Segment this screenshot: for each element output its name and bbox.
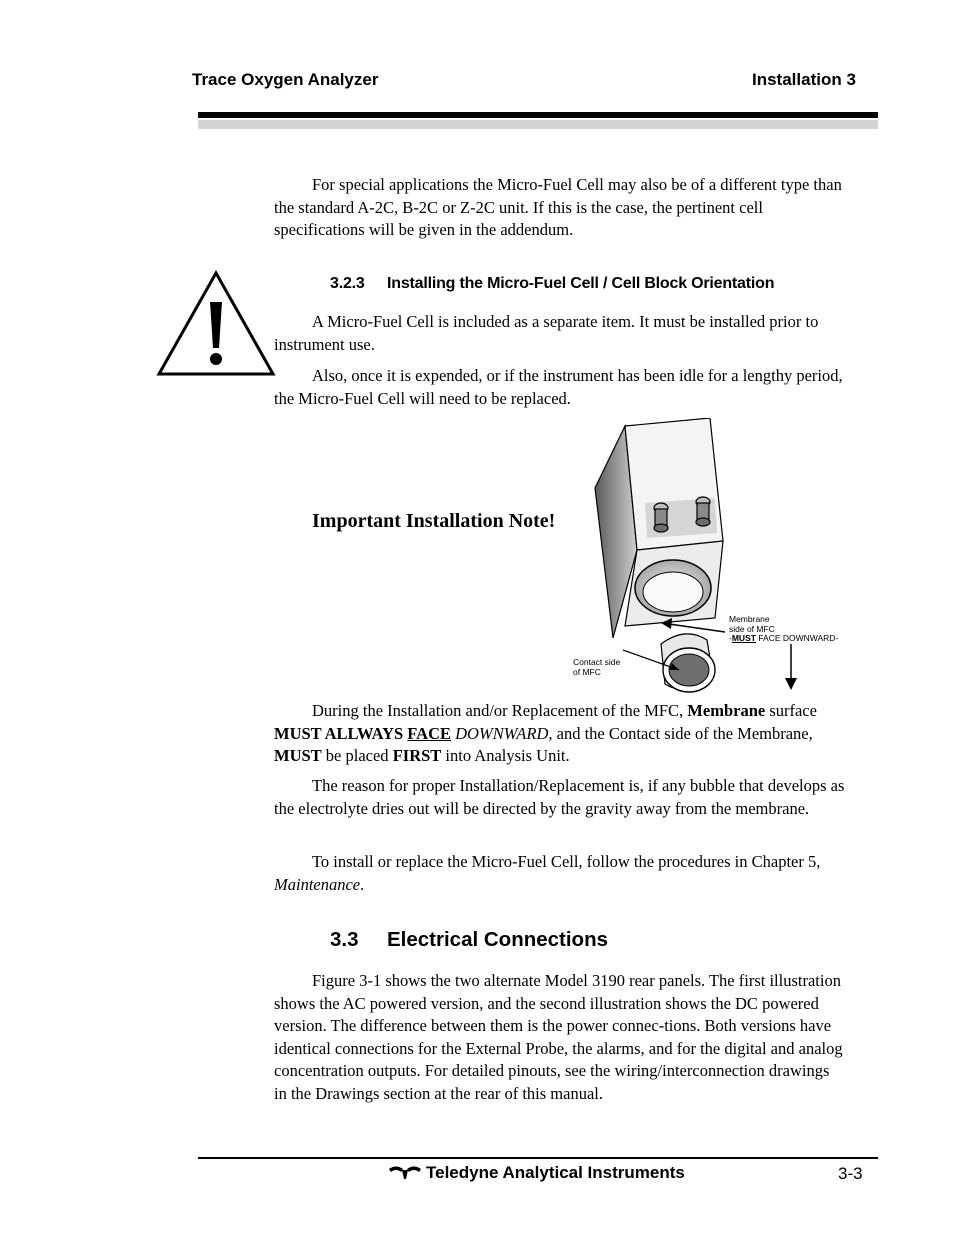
section-paragraph: Figure 3-1 shows the two alternate Model 3190 rear panels. The first illustration shows the AC powered version, and the second illustration shows the DC powered version. The difference between them is the power connec-tions. Both versions have identical connections for the External Probe, the alarms, and for the digital and analog concentration outputs. For detailed pinouts, see the wiring/interconnection drawings in the Drawings section at the rear of this manual. bbox=[274, 971, 843, 1103]
caution-triangle-icon bbox=[156, 270, 276, 378]
header-section: Installation 3 bbox=[752, 70, 856, 89]
subsection-paragraph-2: Also, once it is expended, or if the instrument has been idle for a lengthy period, the Micro-Fuel Cell will need to be replaced. bbox=[274, 366, 843, 408]
installation-paragraph: During the Installation and/or Replacement of the MFC, Membrane surface MUST ALLWAYS FACE DOWNWARD, and the Contact side of the Membrane, MUST be placed FIRST into Analysis Unit. bbox=[274, 701, 817, 765]
footer-company: Teledyne Analytical Instruments bbox=[426, 1163, 685, 1182]
cell-block-figure bbox=[565, 418, 855, 698]
header-title: Trace Oxygen Analyzer bbox=[192, 70, 379, 89]
reason-paragraph: The reason for proper Installation/Replacement is, if any bubble that develops as the electrolyte dries out will be directed by the gravity away from the membrane. bbox=[274, 776, 845, 818]
contact-side-label: Contact side of MFC bbox=[573, 657, 621, 677]
important-note: Important Installation Note! bbox=[312, 510, 556, 532]
membrane-label: Membrane side of MFC -MUST FACE DOWNWARD- bbox=[729, 614, 839, 643]
intro-paragraph: For special applications the Micro-Fuel Cell may also be of a different type than the standard A-2C, B-2C or Z-2C unit. If this is the case, the pertinent cell specifications will be given in the addendum. bbox=[274, 175, 842, 239]
subsection-paragraph-1: A Micro-Fuel Cell is included as a separate item. It must be installed prior to instrument use. bbox=[274, 312, 819, 354]
footer-rule bbox=[198, 1157, 878, 1159]
footer-page-number: 3-3 bbox=[838, 1164, 863, 1183]
procedure-paragraph: To install or replace the Micro-Fuel Cell, follow the procedures in Chapter 5, Maintenance. bbox=[274, 852, 821, 894]
teledyne-logo-icon bbox=[388, 1164, 422, 1180]
subsection-number: 3.2.3 bbox=[330, 275, 365, 292]
header-rule bbox=[198, 112, 878, 118]
subsection-title: Installing the Micro-Fuel Cell / Cell Block Orientation bbox=[387, 275, 775, 292]
section-title: Electrical Connections bbox=[387, 928, 609, 951]
section-heading bbox=[330, 928, 608, 952]
header-rule-shadow bbox=[198, 120, 878, 129]
subsection-heading bbox=[330, 275, 774, 293]
section-number: 3.3 bbox=[330, 928, 359, 951]
cell-block-illustration bbox=[565, 418, 855, 698]
